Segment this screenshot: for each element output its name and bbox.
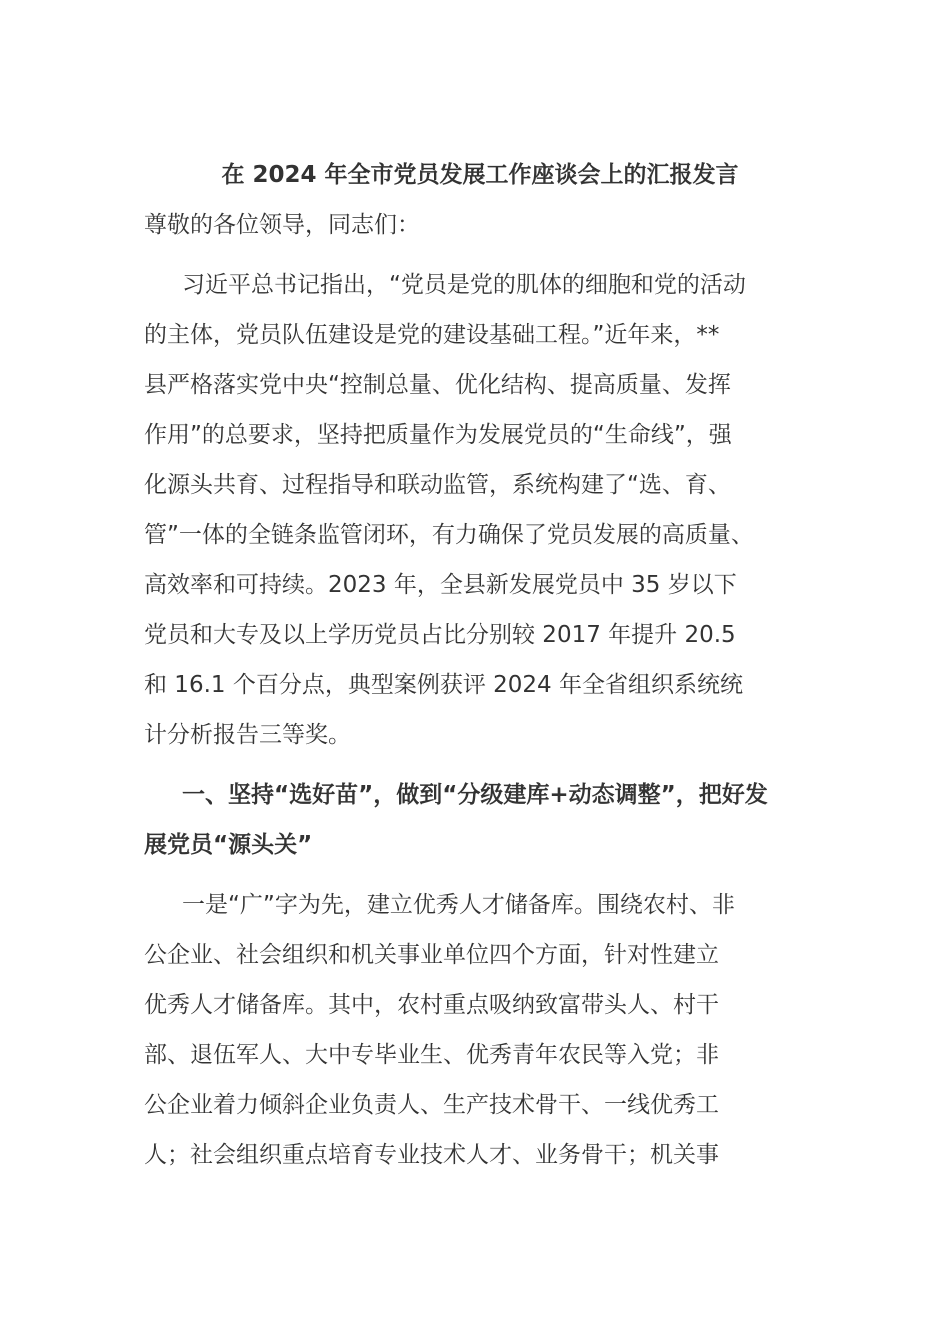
salutation: 尊敬的各位领导，同志们： xyxy=(144,212,420,238)
paragraph-line: 公企业着力倾斜企业负责人、生产技术骨干、一线优秀工 xyxy=(144,1092,719,1118)
paragraph-line: 公企业、社会组织和机关事业单位四个方面，针对性建立 xyxy=(144,942,719,968)
document-body xyxy=(144,150,816,1180)
paragraph-line: 习近平总书记指出，“党员是党的肌体的细胞和党的活动 xyxy=(182,272,746,298)
paragraph-intro xyxy=(144,260,816,760)
paragraph-line: 人；社会组织重点培育专业技术人才、业务骨干；机关事 xyxy=(144,1142,719,1168)
section-heading-1 xyxy=(144,770,816,870)
spacer xyxy=(144,250,816,260)
paragraph-section-1 xyxy=(144,880,816,1180)
spacer xyxy=(144,760,816,770)
heading-line: 一、坚持“选好苗”，做到“分级建库+动态调整”，把好发 xyxy=(182,782,768,808)
paragraph-line: 计分析报告三等奖。 xyxy=(144,722,351,748)
paragraph-line: 的主体，党员队伍建设是党的建设基础工程。”近年来，** xyxy=(144,322,720,348)
paragraph-line: 优秀人才储备库。其中，农村重点吸纳致富带头人、村干 xyxy=(144,992,719,1018)
paragraph-line: 管”一体的全链条监管闭环，有力确保了党员发展的高质量、 xyxy=(144,522,754,548)
paragraph-line: 化源头共育、过程指导和联动监管，系统构建了“选、育、 xyxy=(144,472,731,498)
paragraph-line: 作用”的总要求，坚持把质量作为发展党员的“生命线”，强 xyxy=(144,422,732,448)
paragraph-line: 和 16.1 个百分点，典型案例获评 2024 年全省组织系统统 xyxy=(144,672,743,698)
paragraph-line: 党员和大专及以上学历党员占比分别较 2017 年提升 20.5 xyxy=(144,622,736,648)
spacer xyxy=(144,870,816,880)
document-title: 在 2024 年全市党员发展工作座谈会上的汇报发言 xyxy=(221,162,739,188)
paragraph-line: 一是“广”字为先，建立优秀人才储备库。围绕农村、非 xyxy=(182,892,735,918)
paragraph-line: 高效率和可持续。2023 年，全县新发展党员中 35 岁以下 xyxy=(144,572,737,598)
paragraph-line: 县严格落实党中央“控制总量、优化结构、提高质量、发挥 xyxy=(144,372,731,398)
paragraph-line: 部、退伍军人、大中专毕业生、优秀青年农民等入党；非 xyxy=(144,1042,719,1068)
heading-line: 展党员“源头关” xyxy=(144,832,313,858)
